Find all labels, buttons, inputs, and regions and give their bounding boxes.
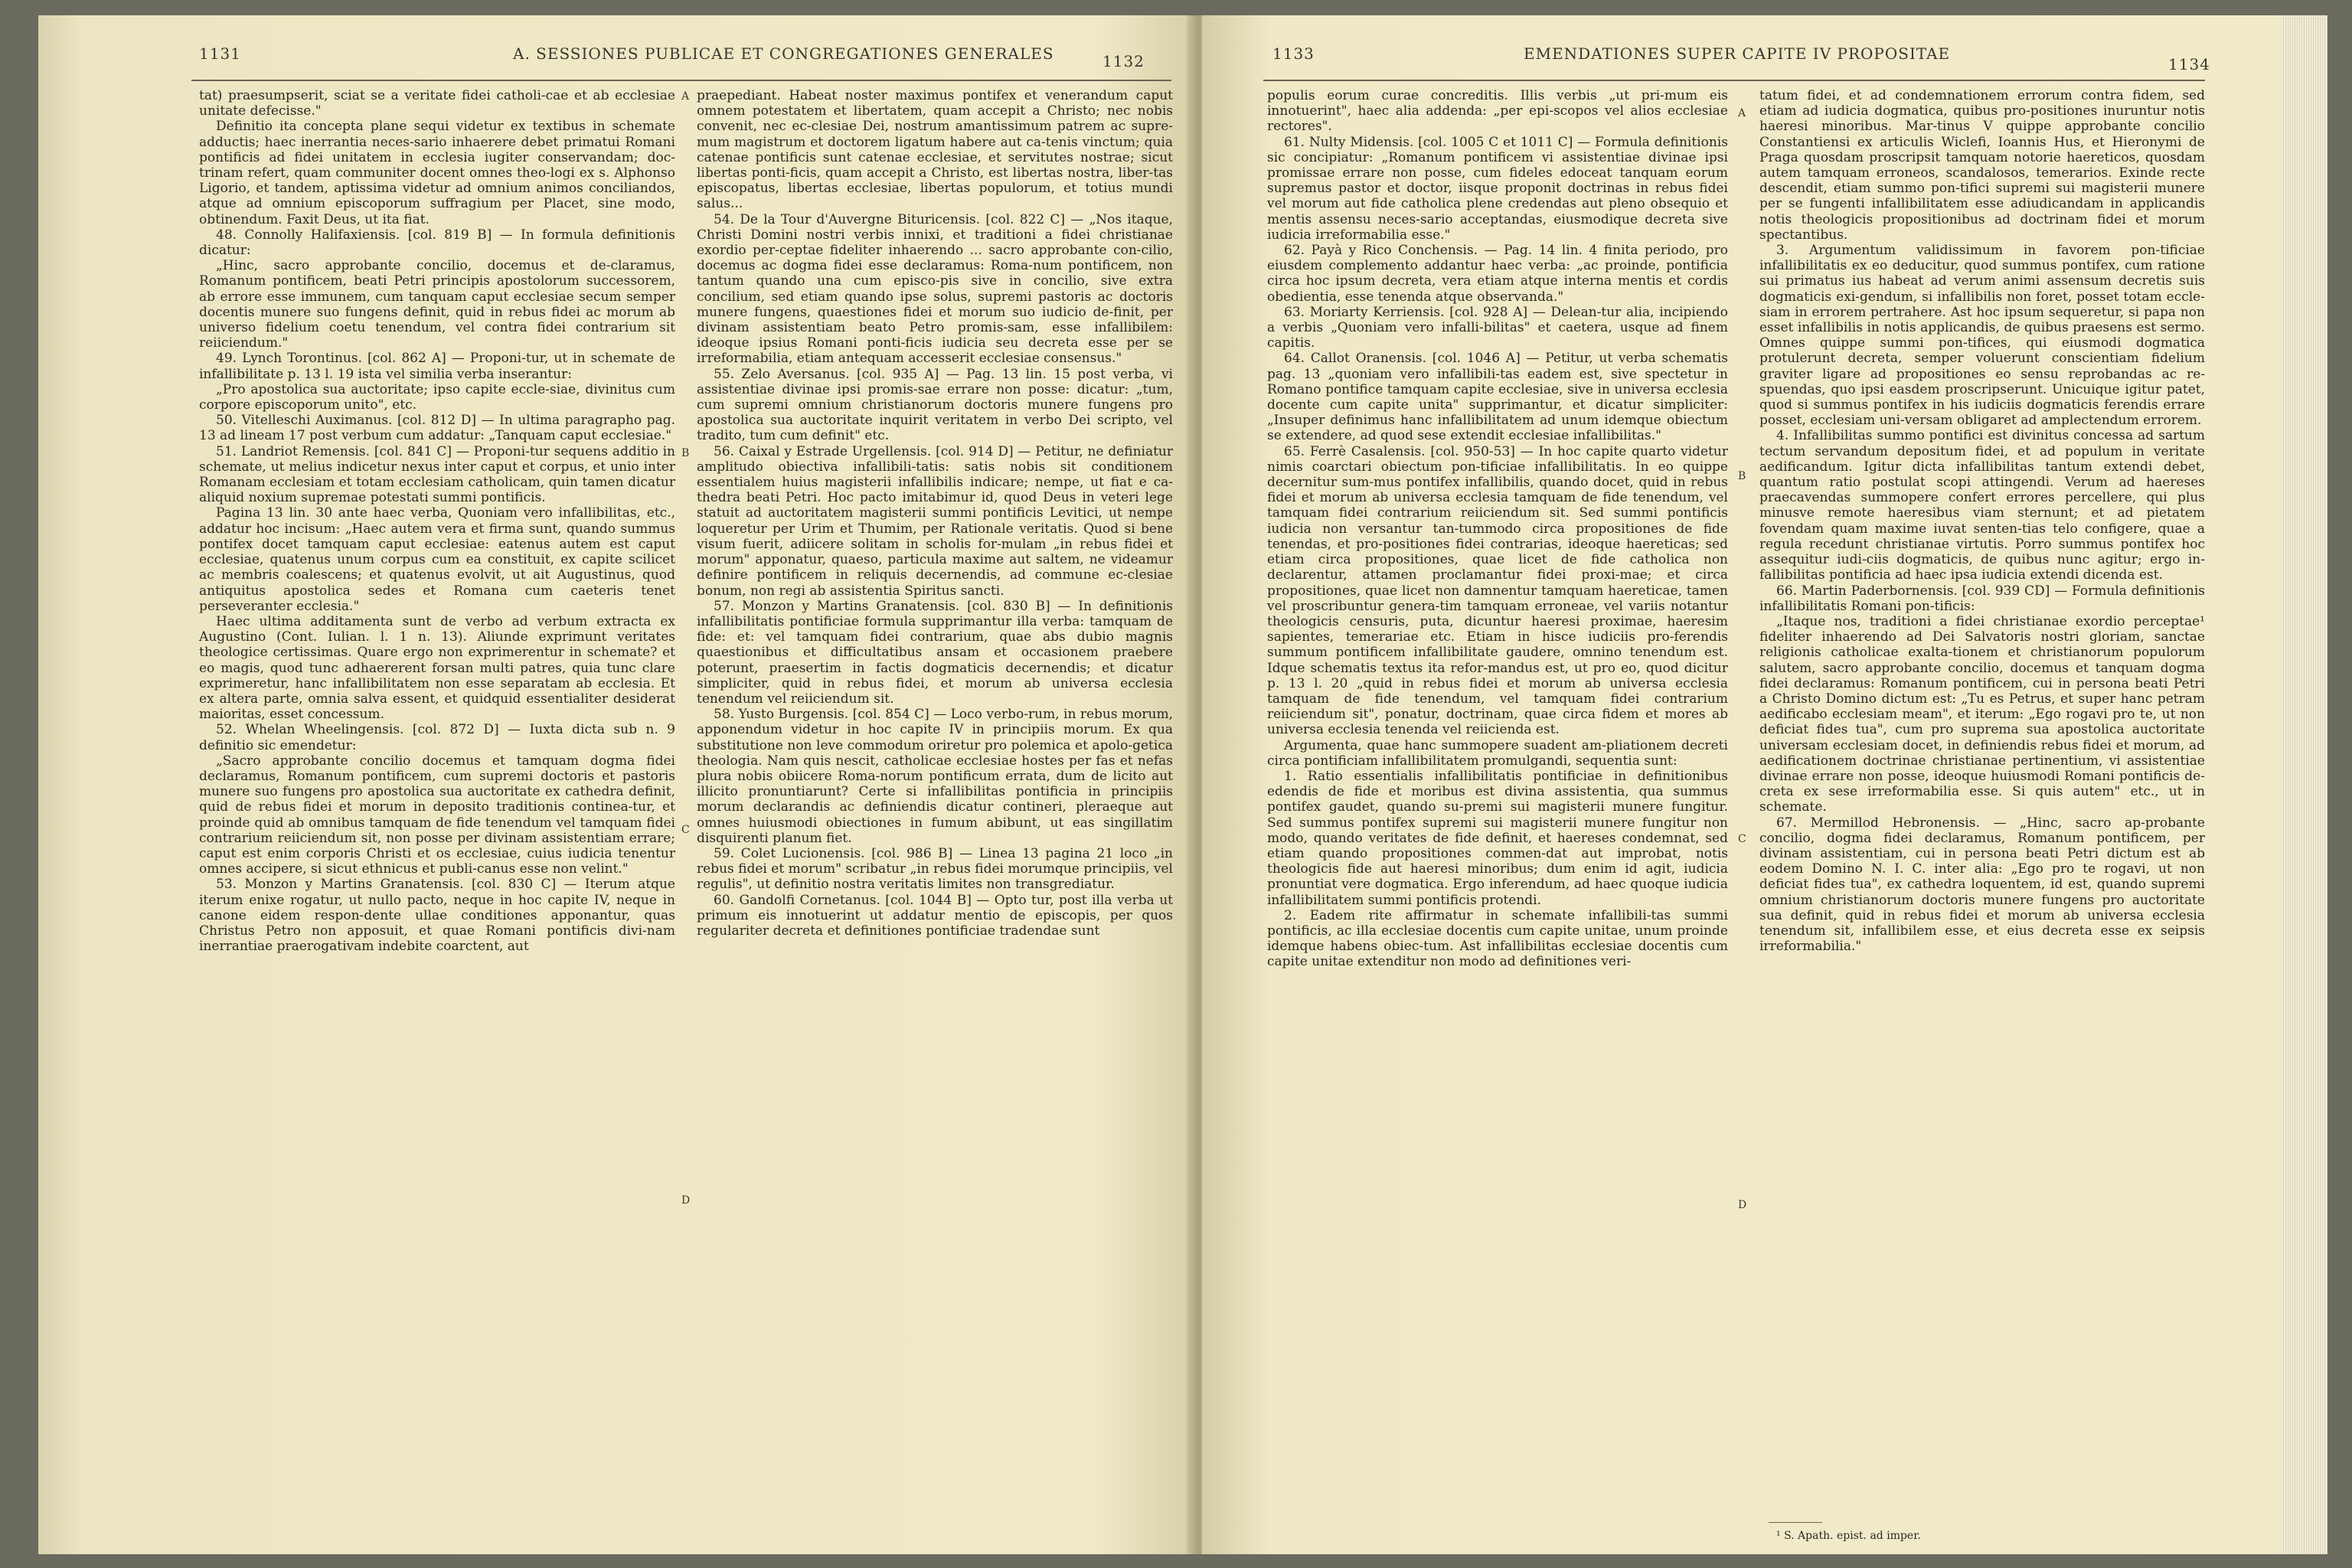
running-head-right: EMENDATIONES SUPER CAPITE IV PROPOSITAE <box>1524 44 1951 63</box>
paragraph: „Itaque nos, traditioni a fidei christianae exordio perceptae¹ fideliter inhaerendo ad Dei Salvatoris nostri gloriam, sanctae religionis catholicae exalta-tionem et christianorum populorum salutem, sacro approbante concilio, docemus et tanquam dogma fidei declaramus: Romanum pontificem, cui in persona beati Petri a Christo Domino dictum est: „Tu es Petrus, et super hanc petram aedificabo ecclesiam meam", et iterum: „Ego rogavi pro te, ut non deficiat fides tua", cum pro suprema sua apostolica auctoritate universam ecclesiam docet, in definiendis rebus fidei et morum, ad aedificationem doctrinae christianae pertinentium, vi assistentiae divinae errare non posse, ideoque huiusmodi Romani pontificis de-creta ex sese irreformabilia esse. Si quis autem" etc., ut in schemate. <box>1759 613 2205 815</box>
margin-letter-c: C <box>681 824 690 836</box>
paragraph: 63. Moriarty Kerriensis. [col. 928 A] — Delean-tur alia, incipiendo a verbis „Quoniam vero infalli-bilitas" et caetera, usque ad finem capitis. <box>1267 304 1728 351</box>
paragraph: Definitio ita concepta plane sequi videtur ex textibus in schemate adductis; haec inerrantia neces-sario inhaerere debet primatui Romani pontificis ad fidei unitatem in ecclesia iugiter conservandam; doc-trinam refert, quam communiter docent omnes theo-logi ex s. Alphonso Ligorio, et tandem, aptissima videtur ad omnium animos conciliandos, atque ad omnium episcoporum suffragium per Placet, sine modo, obtinendum. Faxit Deus, ut ita fiat. <box>199 119 675 227</box>
paragraph: 53. Monzon y Martins Granatensis. [col. 830 C] — Iterum atque iterum enixe rogatur, ut nullo pacto, neque in hoc capite IV, neque in canone eidem respon-dente ullae conditiones apponantur, quas Christus Petro non apposuit, et quae Romani pontificis divi-nam inerrantiae praerogativam indebite coarctent, aut <box>199 877 675 955</box>
page-number-left-b: 1132 <box>1102 52 1145 70</box>
paragraph: 58. Yusto Burgensis. [col. 854 C] — Loco verbo-rum, in rebus morum, apponendum videtur in hoc capite IV in principiis morum. Ex qua substitutione non leve commodum oriretur pro polemica et apolo-getica theologia. Nam quis nescit, catholicae ecclesiae hostes per fas et nefas plura nobis obiicere Roma-norum pontificum errata, dum de licito aut illicito pronuntiarunt? Certe si infallibilitas pontificia in principiis morum declarandis ac definiendis dicatur contineri, pleraeque aut omnes huiusmodi obiectiones in fumum abibunt, ut eas singillatim disquirenti planum fiet. <box>697 707 1173 846</box>
paragraph: 62. Payà y Rico Conchensis. — Pag. 14 lin. 4 finita periodo, pro eiusdem complemento addantur haec verba: „ac proinde, pontificia circa hoc ipsum decreta, vera etiam atque interna mentis et cordis obedientia, esse tenenda atque observanda." <box>1267 243 1728 305</box>
paragraph: tatum fidei, et ad condemnationem errorum contra fidem, sed etiam ad iudicia dogmatica, quibus pro-positiones inuruntur notis haeresi minoribus. Mar-tinus V quippe approbante concilio Constantiensi ex articulis Wiclefi, Ioannis Hus, et Hieronymi de Praga quosdam proscripsit tamquam notorie haereticos, quosdam autem tamquam erroneos, scandalosos, temerarios. Exinde recte descendit, etiam summo pon-tifici supremi sui magisterii munere per se fungenti infallibilitatem esse adiudicandam in applicandis notis theologicis propositionibus ad doctrinam fidei et morum spectantibus. <box>1759 88 2205 243</box>
footnote-rule <box>1769 1522 1822 1523</box>
margin-letter-a: A <box>1738 107 1746 119</box>
paragraph: 57. Monzon y Martins Granatensis. [col. 830 B] — In definitionis infallibilitatis pontificiae formula supprimantur illa verba: tamquam de fide: et: vel tamquam fidei contrarium, quae abs dubio magnis quaestionibus et difficultatibus ansam et occasionem praebere poterunt, praesertim in factis dogmaticis decernendis; et dicatur simpliciter, quid in rebus fidei, et morum ab universa ecclesia tenendum vel reiiciendum sit. <box>697 598 1173 707</box>
paragraph: 59. Colet Lucionensis. [col. 986 B] — Linea 13 pagina 21 loco „in rebus fidei et morum" scribatur „in rebus fidei morumque principiis, vel regulis", ut definitio nostra veritatis limites non transgrediatur. <box>697 845 1173 893</box>
paragraph: 48. Connolly Halifaxiensis. [col. 819 B] — In formula definitionis dicatur: <box>199 227 675 259</box>
paragraph: „Sacro approbante concilio docemus et tamquam dogma fidei declaramus, Romanum pontificem, cum supremi doctoris et pastoris munere suo fungens pro apostolica sua auctoritate ex cathedra definit, quid de rebus fidei et morum in deposito traditionis continea-tur, et proinde quid ab omnibus tamquam de fide tenendum vel tamquam fidei contrarium reiiciendum sit, non posse per divinam assistentiam errare; caput est enim corporis Christi et os ecclesiae, cuius iudicia tenentur omnes accipere, si sicut ethnicus et publi-canus esse non velint." <box>199 753 675 877</box>
footnote: ¹ S. Apath. epist. ad imper. <box>1776 1530 1921 1542</box>
paragraph: tat) praesumpserit, sciat se a veritate fidei catholi-cae et ab ecclesiae unitate defecisse." <box>199 88 675 119</box>
margin-letter-a: A <box>681 90 690 103</box>
margin-letter-b: B <box>681 447 690 459</box>
paragraph: 54. De la Tour d'Auvergne Bituricensis. [col. 822 C] — „Nos itaque, Christi Domini nostri verbis innixi, et traditioni a fidei christianae exordio per-ceptae fideliter inhaerendo ... sacro approbante con-cilio, docemus ac dogma fidei esse declaramus: Roma-num pontificem, non tantum quando una cum episco-pis sive in concilio, sive extra concilium, sed etiam quando ipse solus, supremi pastoris ac doctoris munere fungens, quaestiones fidei et morum suo iudicio de-finit, per divinam assistentiam beato Petro promis-sam, esse infallibilem: ideoque ipsius Romani ponti-ficis iudicia seu decreta esse per se irreformabilia, etiam antequam accesserit ecclesiae consensus." <box>697 211 1173 367</box>
paragraph: 56. Caixal y Estrade Urgellensis. [col. 914 D] — Petitur, ne definiatur amplitudo obiectiva infallibili-tatis: satis nobis sit conditionem essentialem huius magisterii infallibilis indicare; nempe, ut fiat e ca-thedra beati Petri. Hoc pacto imitabimur id, quod Deus in veteri lege statuit ad auctoritatem magisterii summi pontificis Levitici, ut nempe loqueretur per Urim et Thumim, per Rationale veritatis. Quod si bene visum fuerit, adiicere solitam in scholis for-mulam „in rebus fidei et morum" apponatur, quaeso, particula maxime aut saltem, ne videamur definire pontificem in reliquis decernendis, ad commune ec-clesiae bonum, non regi ab assistentia Spiritus sancti. <box>697 443 1173 599</box>
right-column-b <box>1759 88 2205 954</box>
paragraph: 1. Ratio essentialis infallibilitatis pontificiae in definitionibus edendis de fide et moribus est divina assistentia, qua summus pontifex gaudet, quando su-premi sui magisterii munere fungitur. Sed summus pontifex supremi sui magisterii munere fungitur non modo, quando veritates de fide definit, et haereses condemnat, sed etiam quando propositiones commen-dat aut improbat, notis theologicis fide aut haeresi minoribus; dum enim id agit, iudicia pronuntiat vere dogmatica. Ergo inferendum, ad haec quoque iudicia infallibilitatem summi pontificis protendi. <box>1267 768 1728 908</box>
left-column-b <box>697 88 1173 939</box>
paragraph: Pagina 13 lin. 30 ante haec verba, Quoniam vero infallibilitas, etc., addatur hoc incisum: „Haec autem vera et firma sunt, quando summus pontifex docet tamquam caput ecclesiae: eatenus autem est caput ecclesiae, quatenus unum corpus cum ea constituit, ex capite scilicet ac membris coalescens; et quatenus evolvit, ut ait Augustinus, quod antiquitus apostolica sedes et Romana cum caeteris tenet perseveranter ecclesia." <box>199 505 675 614</box>
paragraph: 55. Zelo Aversanus. [col. 935 A] — Pag. 13 lin. 15 post verba, vi assistentiae divinae ipsi promis-sae errare non posse: dicatur: „tum, cum supremi omnium christianorum doctoris munere fungens pro apostolica sua auctoritate inquirit veritatem in verbo Dei scripto, vel tradito, tum cum definit" etc. <box>697 366 1173 444</box>
running-head-left: A. SESSIONES PUBLICAE ET CONGREGATIONES GENERALES <box>513 44 1054 63</box>
paragraph: 66. Martin Paderbornensis. [col. 939 CD] — Formula definitionis infallibilitatis Romani pon-tificis: <box>1759 583 2205 614</box>
paragraph: 4. Infallibilitas summo pontifici est divinitus concessa ad sartum tectum servandum depositum fidei, et ad populum in veritate aedificandum. Igitur dicta infallibilitas tantum extendi debet, quantum ratio postulat scopi attingendi. Verum ad haereses praecavendas summopere confert errores percellere, qui plus minusve remote haeresibus viam sternunt; et ad pietatem fovendam quam maxime iuvat senten-tias telo configere, quae a regula recedunt christianae virtutis. Porro summus pontifex hoc assequitur iudi-ciis dogmaticis, de quibus nunc agitur; ergo in-fallibilitas pontificia ad haec ipsa iudicia extendi dicenda est. <box>1759 428 2205 583</box>
paragraph: 61. Nulty Midensis. [col. 1005 C et 1011 C] — Formula definitionis sic concipiatur: „Romanum pontificem vi assistentiae divinae ipsi promissae errare non posse, cum fideles edoceat tanquam eorum supremus pastor et doctor, iisque proponit doctrinas in rebus fidei vel morum aut fide catholica plene credendas aut pleno obsequio et mentis assensu neces-sario acceptandas, eiusmodique decreta sive iudicia irreformabilia esse." <box>1267 134 1728 243</box>
header-rule-right <box>1263 80 2205 81</box>
header-rule-left <box>191 80 1171 81</box>
paragraph: „Hinc, sacro approbante concilio, docemus et de-claramus, Romanum pontificem, beati Petri principis apostolorum successorem, ab errore esse immunem, cum tanquam caput ecclesiae secum semper docentis munere suo fungens definit, quid in rebus fidei ac morum ab universo fidelium coetu tenendum, vel contra fidei contrarium sit reiiciendum." <box>199 258 675 351</box>
paragraph: 2. Eadem rite affirmatur in schemate infallibili-tas summi pontificis, ac illa ecclesiae docentis cum capite unitae, unum proinde idemque habens obiec-tum. Ast infallibilitas ecclesiae docentis cum capite unitae extenditur non modo ad definitiones veri- <box>1267 907 1728 970</box>
page-number-left-a: 1131 <box>199 44 241 63</box>
margin-letter-d: D <box>681 1194 691 1207</box>
paragraph: 65. Ferrè Casalensis. [col. 950-53] — In hoc capite quarto videtur nimis coarctari obiectum pon-tificiae infallibilitatis. In eo quippe decernitur sum-mus pontifex infallibilis, quando docet, quid in rebus fidei et morum ab universa ecclesia tamquam de fide tenendum, vel tamquam fidei contrarium reiiciendum sit. Sed summi pontificis iudicia non versantur tan-tummodo circa propositiones de fide tenendas, et pro-positiones fidei contrarias, ideoque haereticas; sed etiam circa propositiones, quae licet de fide catholica non declarentur, attamen proclamantur fidei proxi-mae; et circa propositiones, quae licet non damnentur tamquam haereticae, tamen vel proscribuntur genera-tim tamquam erroneae, vel variis notantur theologicis censuris, puta, dicuntur haeresi proximae, haeresim sapientes, temerariae etc. Etiam in hisce iudiciis pro-ferendis summum pontificem infallibilitate gaudere, omnino tenendum est. Idque schematis textus ita refor-mandus est, ut pro eo, quod dicitur p. 13 l. 20 „quid in rebus fidei et morum ab universa ecclesia tamquam de fide tenendum, vel tamquam fidei contrarium reiiciendum sit", ponatur, doctrinam, quae circa fidem et mores ab universa ecclesia tenenda vel reiicienda est. <box>1267 443 1728 738</box>
paragraph: populis eorum curae concreditis. Illis verbis „ut pri-mum eis innotuerint", haec alia addenda: „per epi-scopos vel alios ecclesiae rectores". <box>1267 88 1728 135</box>
left-column-a <box>199 88 675 954</box>
right-page-edge <box>2282 15 2328 1554</box>
paragraph: 60. Gandolfi Cornetanus. [col. 1044 B] — Opto tur, post illa verba ut primum eis innotuerint ut addatur mentio de episcopis, per quos regulariter decreta et definitiones pontificiae tradendae sunt <box>697 892 1173 939</box>
right-column-a <box>1267 88 1728 970</box>
paragraph: 67. Mermillod Hebronensis. — „Hinc, sacro ap-probante concilio, dogma fidei declaramus, Romanum pontificem, per divinam assistentiam, cui in persona beati Petri dictum est ab eodem Domino N. I. C. inter alia: „Ego pro te rogavi, ut non deficiat fides tua", ex cathedra loquentem, id est, quando supremi omnium christianorum doctoris munere fungens pro auctoritate sua definit, quid in rebus fidei et morum ab universa ecclesia tenendum sit, infallibilem esse, et eius decreta esse ex seipsis irreformabilia." <box>1759 815 2205 955</box>
paragraph: 50. Vitelleschi Auximanus. [col. 812 D] — In ultima paragrapho pag. 13 ad lineam 17 post verbum cum addatur: „Tanquam caput ecclesiae." <box>199 413 675 444</box>
margin-letter-b: B <box>1738 470 1746 482</box>
paragraph: 64. Callot Oranensis. [col. 1046 A] — Petitur, ut verba schematis pag. 13 „quoniam vero infallibili-tas eadem est, sive spectetur in Romano pontifice tamquam capite ecclesiae, sive in universa ecclesia docente cum capite unita" supprimantur, et dicatur simpliciter: „Insuper definimus hanc infallibilitatem ad unum idemque obiectum se extendere, ad quod sese extendit ecclesiae infallibilitas." <box>1267 351 1728 444</box>
paragraph: Argumenta, quae hanc summopere suadent am-pliationem decreti circa pontificiam infallibilitatem promulgandi, sequentia sunt: <box>1267 737 1728 769</box>
right-page <box>1202 15 2328 1554</box>
paragraph: 3. Argumentum validissimum in favorem pon-tificiae infallibilitatis ex eo deducitur, quod summus pontifex, cum ratione sui primatus ius habeat ad verum animi assensum decretis suis dogmaticis exi-gendum, si infallibilis non foret, posset totam eccle-siam in errorem pertrahere. Ast hoc ipsum sequeretur, si papa non esset infallibilis in notis applicandis, de quibus praesens est sermo. Omnes quippe summi pon-tifices, qui eiusmodi dogmatica protulerunt decreta, semper voluerunt conscientiam fidelium graviter ligare ad propositiones eo sensu reprobandas ac re-spuendas, quo ipsi easdem proscripserunt. Unicuique igitur patet, quod si summus pontifex in his iudiciis dogmaticis ferendis errare posset, ecclesiam uni-versam obligaret ad amplectendum errorem. <box>1759 243 2205 429</box>
page-number-right-b: 1134 <box>2168 55 2210 74</box>
paragraph: 51. Landriot Remensis. [col. 841 C] — Proponi-tur sequens additio in schemate, ut melius indicetur nexus inter caput et corpus, et unio inter Romanam ecclesiam et totam ecclesiam catholicam, quin tamen dicatur aliquid noxium supremae potestati summi pontificis. <box>199 443 675 506</box>
paragraph: praepediant. Habeat noster maximus pontifex et venerandum caput omnem potestatem et libertatem, quam accepit a Christo; nec nobis convenit, nec ec-clesiae Dei, nostrum amantissimum patrem ac supre-mum magistrum et doctorem ligatum habere aut ca-tenis vinctum; quia catenae pontificis sunt catenae ecclesiae, et servitutes nostrae; sicut libertas ponti-ficis, quam accepit a Christo, est libertas nostra, liber-tas episcopatus, libertas ecclesiae, libertas populorum, et totius mundi salus... <box>697 88 1173 212</box>
paragraph: „Pro apostolica sua auctoritate; ipso capite eccle-siae, divinitus cum corpore episcoporum unito", etc. <box>199 381 675 413</box>
page-number-right-a: 1133 <box>1272 44 1315 63</box>
margin-letter-c: C <box>1738 833 1746 845</box>
paragraph: 49. Lynch Torontinus. [col. 862 A] — Proponi-tur, ut in schemate de infallibilitate p. 13 l. 19 ista vel similia verba inserantur: <box>199 351 675 382</box>
margin-letter-d: D <box>1738 1199 1747 1211</box>
paragraph: 52. Whelan Wheelingensis. [col. 872 D] — Iuxta dicta sub n. 9 definitio sic emendetur: <box>199 722 675 753</box>
paragraph: Haec ultima additamenta sunt de verbo ad verbum extracta ex Augustino (Cont. Iulian. l. 1 n. 13). Aliunde exprimunt veritates theologice certissimas. Quare ergo non exprimerentur in schemate? et eo magis, quod tunc adhaererent forsan multi patres, quia tunc clare exprimeretur, hanc infallibilitatem non esse separatam ab ecclesia. Et ex altera parte, omnia salva essent, et quidquid essentialiter desiderat maioritas, esset concessum. <box>199 613 675 723</box>
book-spread <box>38 15 2328 1554</box>
left-page <box>38 15 1194 1554</box>
